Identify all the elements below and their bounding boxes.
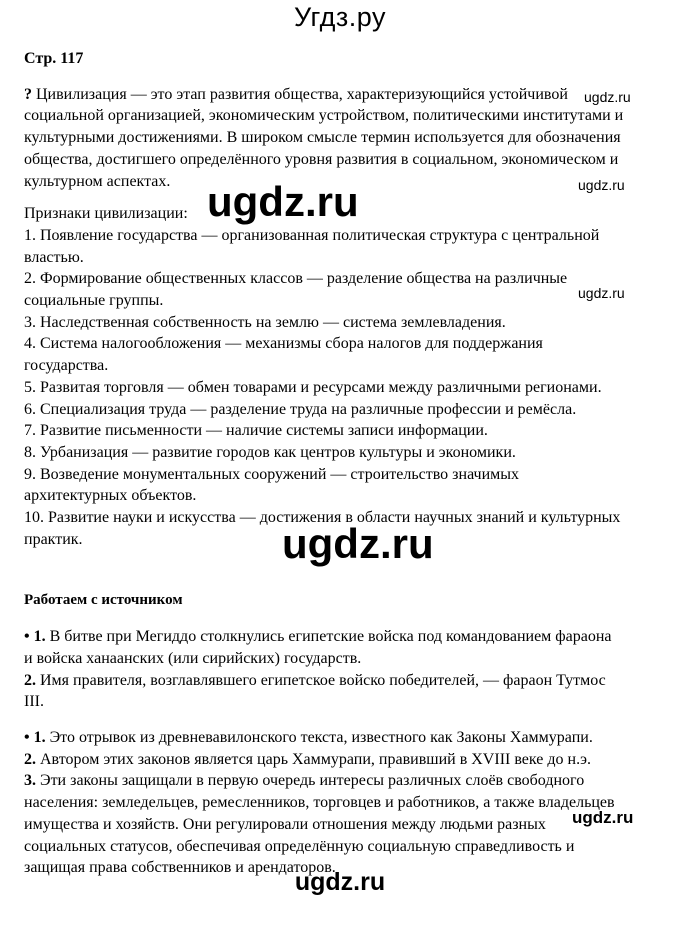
sign-item: 2. Формирование общественных классов — разделение общества на различные социальные группы. [24, 270, 568, 310]
sign-item: 9. Возведение монументальных сооружений — строительство значимых архитектурных объектов. [24, 465, 520, 505]
answer-item [24, 770, 624, 879]
definition-text: Цивилизация — это этап развития общества, характеризующийся устойчивой социальной организацией, экономическим устройством, политическими институтами и культурными достижениями. В широком смысле термин используется для обозначения общества, достигшего определённого уровня развития в социальном, экономическом и культурном аспектах. [24, 85, 624, 190]
answer-number: • 1. [24, 728, 46, 746]
sign-item: 3. Наследственная собственность на землю — система землевладения. [24, 313, 506, 331]
source-answers-block-1 [24, 626, 624, 713]
answer-number: 2. [24, 750, 36, 768]
sign-item: 7. Развитие письменности — наличие системы записи информации. [24, 422, 488, 440]
sign-item: 10. Развитие науки и искусства — достижения в области научных знаний и культурных практик. [24, 509, 621, 548]
answer-text: Имя правителя, возглавлявшего египетское войско победителей, — фараон Тутмос III. [24, 671, 606, 711]
answer-text: Это отрывок из древневавилонского текста, известного как Законы Хаммурапи. [45, 728, 593, 746]
document-body [24, 48, 624, 879]
signs-title: Признаки цивилизации: [24, 205, 188, 223]
sign-item: 5. Развитая торговля — обмен товарами и ресурсами между различными регионами. [24, 378, 602, 396]
page-reference: Стр. 117 [24, 50, 84, 67]
section-title: Работаем с источником [24, 592, 183, 609]
answer-number: 3. [24, 772, 36, 790]
watermark: ugdz.ru [282, 520, 434, 567]
watermark: ugdz.ru [578, 177, 625, 193]
bullet-icon: • [24, 728, 30, 746]
signs-list [24, 225, 624, 551]
watermark-footer: ugdz.ru [294, 868, 386, 896]
answer-item [24, 727, 624, 749]
sign-item: 6. Специализация труда — разделение труда на различные профессии и ремёсла. [24, 400, 577, 418]
watermark: ugdz.ru [584, 89, 631, 105]
source-answers-block-2 [24, 727, 624, 879]
site-title: Угдз.ру [294, 2, 386, 32]
answer-number: • 1. [24, 628, 46, 646]
watermark: ugdz.ru [572, 808, 634, 827]
answer-number: 2. [24, 671, 36, 689]
answer-item [24, 670, 624, 713]
definition-paragraph [24, 84, 624, 193]
answer-text: Эти законы защищали в первую очередь интересы различных слоёв свободного населения: земледельцев, ремесленников, торговцев и работников, а также владельцев имущества и хозяйств. Они регулировали отношения между людьми разных социальных статусов, обеспечивая определённую социальную справедливость и защищая права собственников и арендаторов. [24, 772, 615, 877]
watermark: ugdz.ru [578, 285, 625, 301]
question-mark: ? [24, 85, 32, 103]
sign-item: 8. Урбанизация — развитие городов как центров культуры и экономики. [24, 443, 516, 461]
answer-item [24, 626, 624, 669]
watermark: ugdz.ru [207, 178, 359, 225]
bullet-icon: • [24, 628, 30, 646]
answer-item [24, 749, 624, 771]
answer-text: В битве при Мегиддо столкнулись египетские войска под командованием фараона и войска ханаанских (или сирийских) государств. [24, 628, 612, 667]
sign-item: 4. Система налогообложения — механизмы сбора налогов для поддержания государства. [24, 335, 543, 375]
sign-item: 1. Появление государства — организованная политическая структура с центральной властью. [24, 226, 600, 266]
answer-text: Автором этих законов является царь Хаммурапи, правивший в XVIII веке до н.э. [36, 750, 591, 768]
